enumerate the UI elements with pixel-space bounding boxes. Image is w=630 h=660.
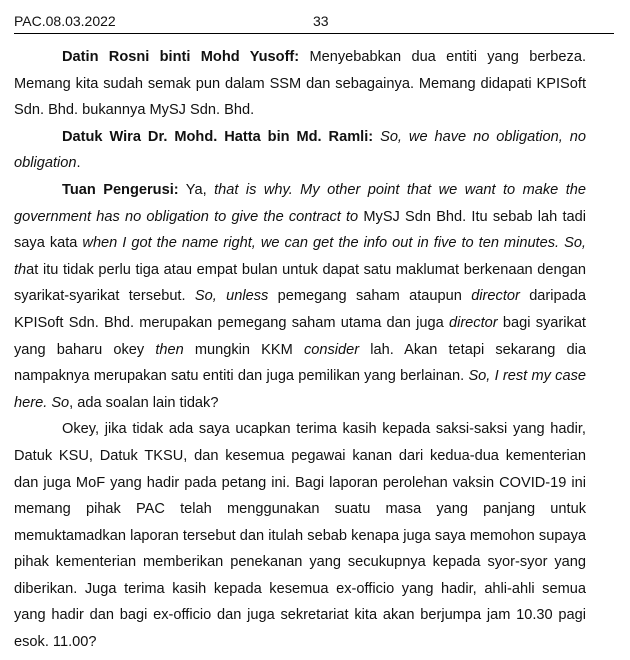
speaker-name: Tuan Pengerusi: — [62, 181, 179, 198]
italic-text-run: So, unless — [194, 288, 269, 305]
speaker-name: Datuk Wira Dr. Mohd. Hatta bin Md. Ramli: — [62, 128, 374, 145]
transcript-body — [14, 44, 586, 656]
text-run: at itu tidak perlu tiga atau empat bulan untuk dapat satu maklumat berkenaan dengan syarikat-syarikat tersebut. — [14, 261, 586, 305]
page-number: 33 — [313, 13, 329, 29]
text-run: MySJ Sdn Bhd. Itu sebab lah tadi saya kata — [14, 208, 586, 252]
text-run: pemegang saham ataupun — [268, 288, 472, 305]
italic-text-run: consider — [303, 341, 360, 358]
transcript-paragraph — [14, 416, 586, 655]
text-run: mungkin KKM — [183, 341, 304, 358]
transcript-paragraph — [14, 124, 586, 177]
italic-text-run: director — [471, 288, 520, 305]
speaker-name: Datin Rosni binti Mohd Yusoff: — [62, 49, 300, 65]
text-run: bagi syarikat yang baharu okey — [14, 314, 586, 358]
text-run: lah. Akan tetapi sekarang dia nampaknya merupakan satu entiti dan juga pemilikan yang berlainan. — [14, 341, 586, 385]
italic-text-run: So, I rest my case here. So — [14, 368, 586, 411]
page-header — [14, 13, 614, 34]
transcript-paragraph — [14, 44, 586, 124]
text-run: . — [76, 155, 81, 172]
text-run: Menyebabkan dua entiti yang berbeza. Memang kita sudah semak pun dalam SSM dan sebagainya. Memang didapati KPISoft Sdn. Bhd. bukannya MySJ Sdn. Bhd. — [14, 49, 586, 119]
text-run: Ya, — [178, 181, 215, 198]
italic-text-run: that is why. My other point that we want to make the government has no obligation to give the contract to — [14, 181, 586, 225]
text-run: Okey, jika tidak ada saya ucapkan terima kasih kepada saksi-saksi yang hadir, Datuk KSU, Datuk TKSU, dan kesemua pegawai kanan dari kedua-dua kementerian dan juga MoF yang hadir pada petang ini. Bagi laporan perolehan vaksin COVID-19 ini memang pihak PAC telah menggunakan suatu masa yang panjang untuk memuktamadkan laporan tersebut dan itulah sebab kenapa juga saya memohon supaya pihak kementerian memberikan penekanan yang secukupnya kepada syor-syor yang diberikan. Juga terima kasih kepada kesemua ex-officio yang hadir, ahli-ahli semua yang hadir dan bagi ex-officio dan juga sekretariat kita akan berjumpa jam 10.30 pagi esok. 11.00? — [14, 421, 586, 651]
transcript-paragraph — [14, 177, 586, 416]
header-reference: PAC.08.03.2022 — [14, 13, 116, 29]
italic-text-run: then — [155, 341, 184, 358]
italic-text-run: So, we have no obligation, no obligation — [14, 128, 586, 172]
italic-text-run: director — [448, 314, 498, 331]
text-run: , ada soalan lain tidak? — [69, 394, 219, 411]
italic-text-run: when I got the name right, we can get the info out in five to ten minutes. So, th — [14, 235, 586, 278]
text-run: daripada KPISoft Sdn. Bhd. merupakan pemegang saham utama dan juga — [14, 288, 586, 331]
